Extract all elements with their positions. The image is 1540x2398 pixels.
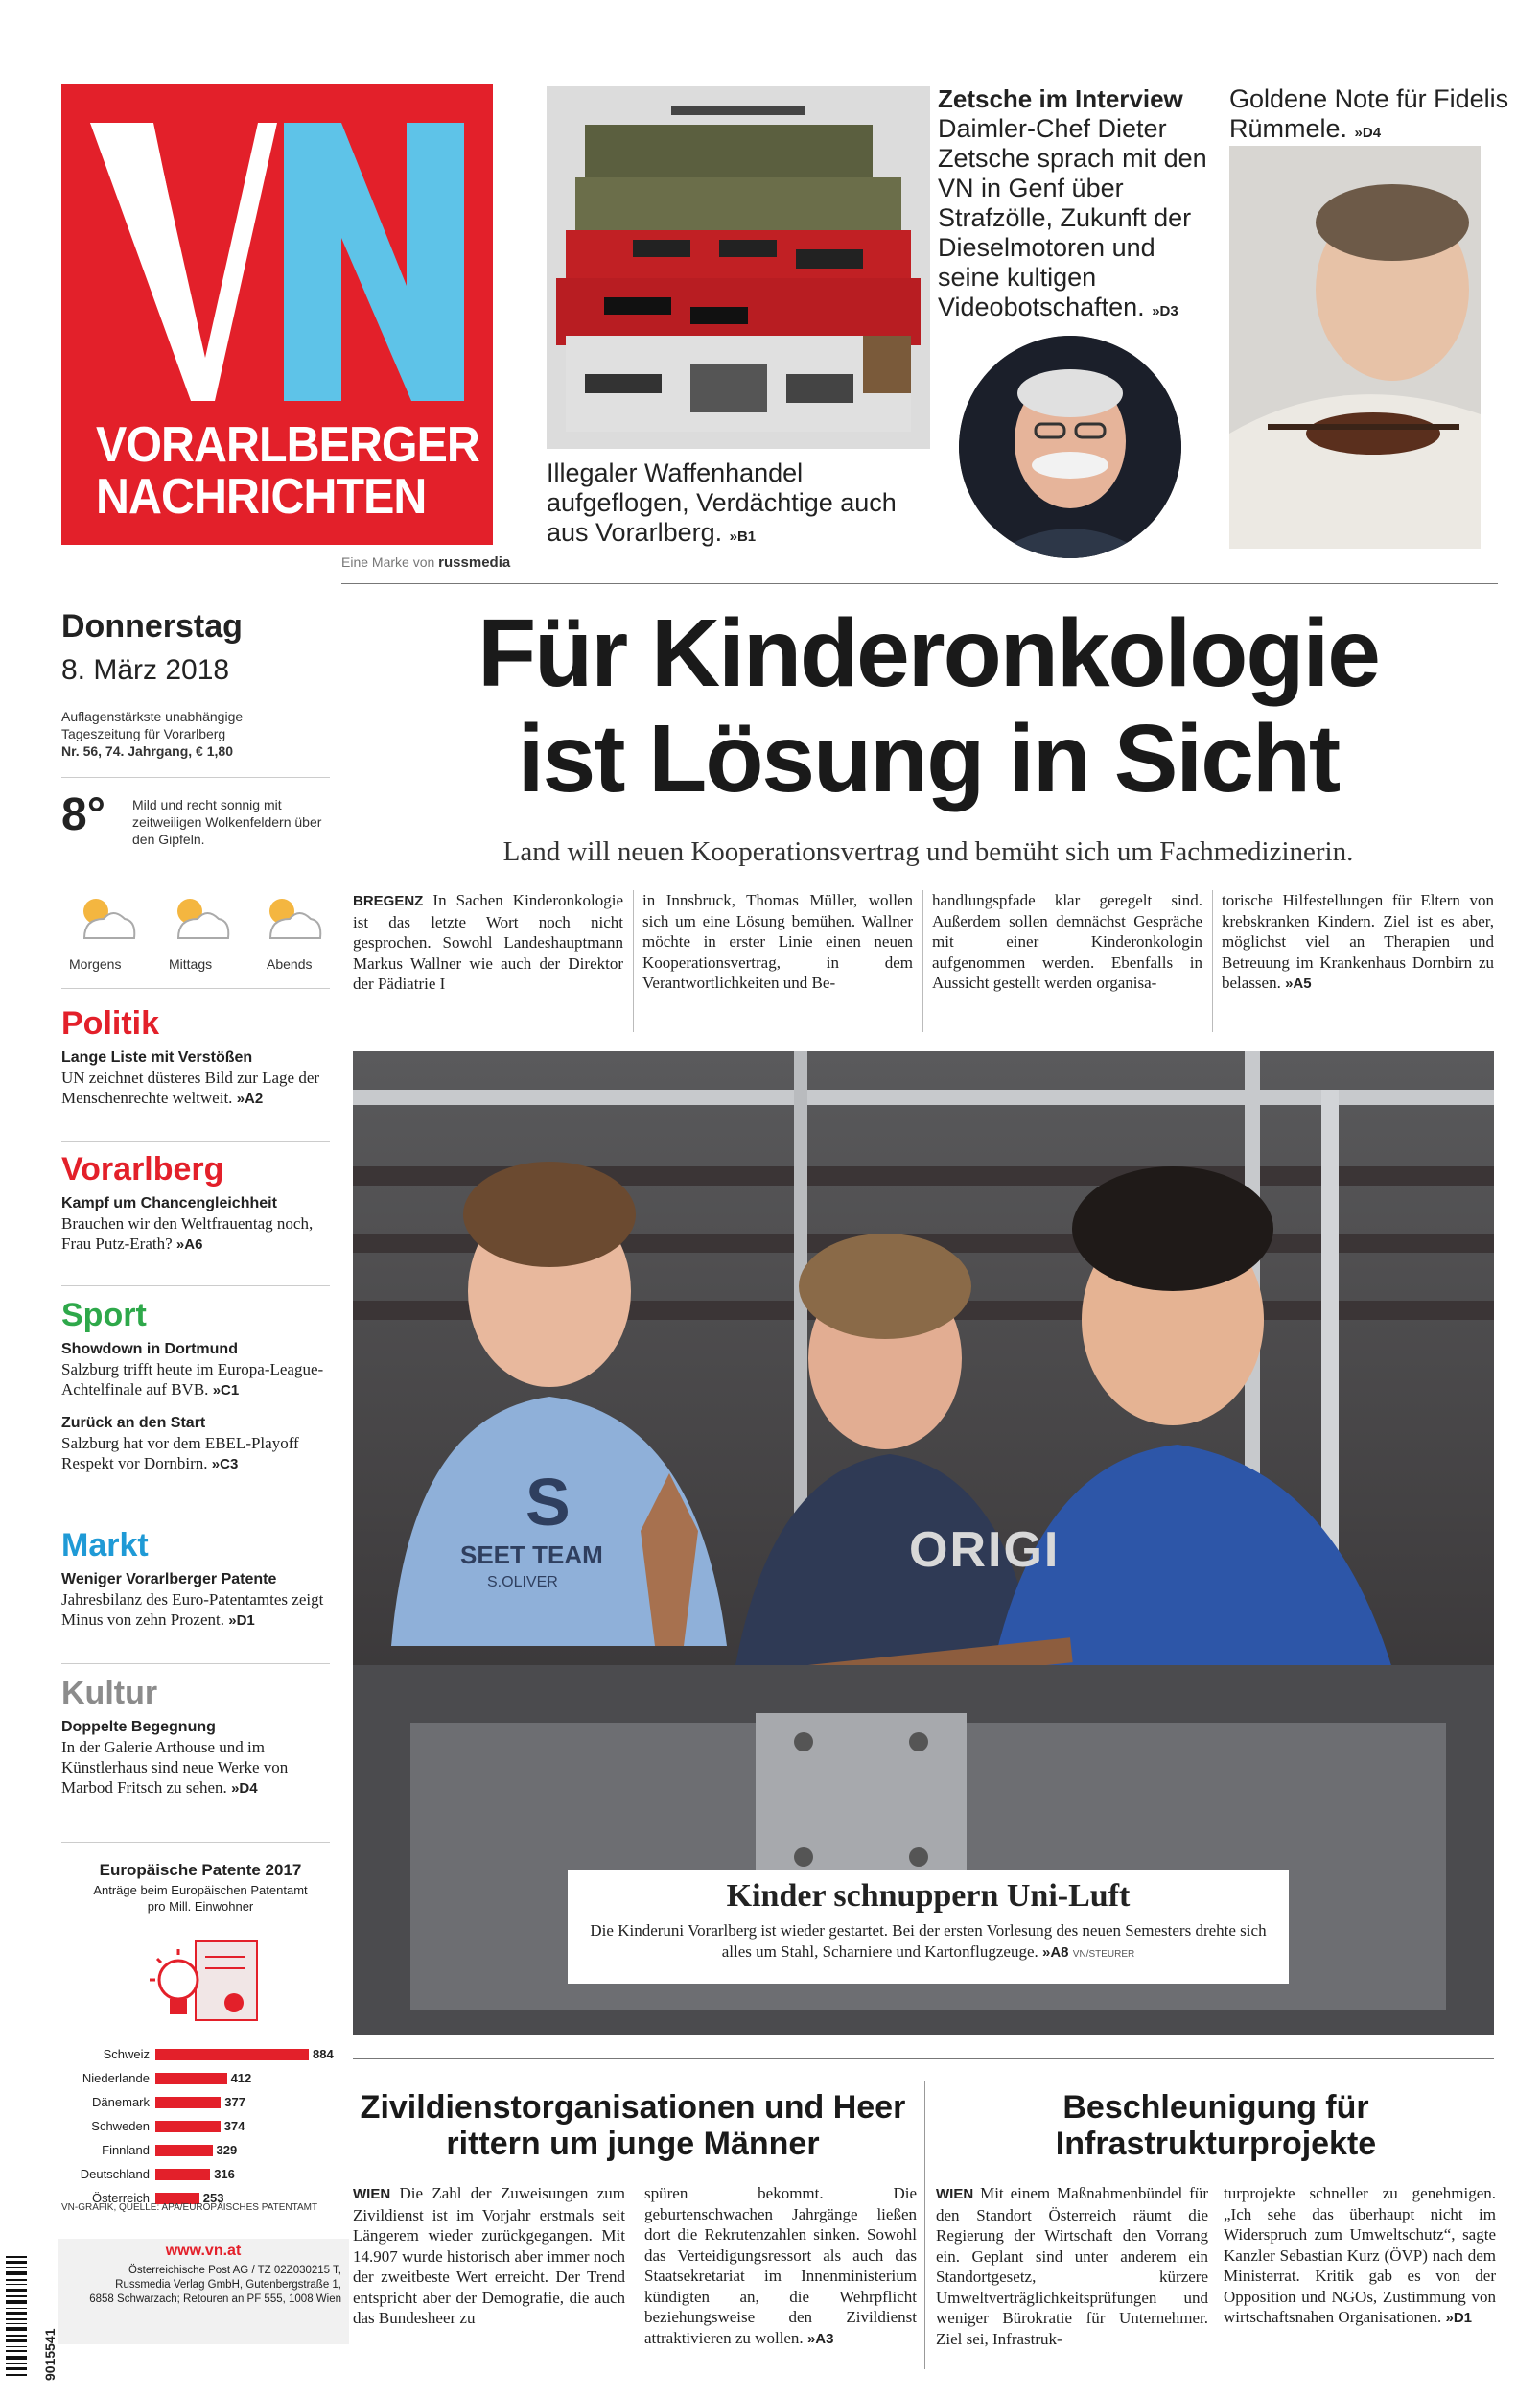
imprint-line: Österreichische Post AG / TZ 02Z030215 T, [128, 2265, 341, 2276]
section-rule [61, 1842, 330, 1843]
chart-source: VN-GRAFIK, QUELLE: APA/EUROPÄISCHES PATENTAMT [61, 2202, 318, 2213]
teaser-ruemmele-ref[interactable]: »D4 [1354, 125, 1382, 141]
edition-info-line3: Nr. 56, 74. Jahrgang, € 1,80 [61, 743, 233, 759]
chart-value-label: 329 [216, 2143, 238, 2157]
edition-info-line2: Tageszeitung für Vorarlberg [61, 726, 226, 741]
chart-value-label: 253 [202, 2191, 224, 2205]
chart-category-label: Finnland [102, 2143, 150, 2157]
chart-bar [155, 2169, 210, 2180]
chart-subtitle: Anträge beim Europäischen Patentamt pro Mill. Einwohner [93, 1883, 308, 1914]
chart-bar [155, 2097, 221, 2108]
zivildienst-col-2-text: spüren bekommt. Die geburtenschwachen Jahrgänge ließen dort die Rekrutenzahlen sinken. Sowohl das Verteidigungsressort als auch das Staatsekretariat im Innenministerium kündigten an, die Wehrpflicht beziehungsweise den Zivildienst attraktivieren zu wollen. [644, 2184, 917, 2347]
chart-category-label: Dänemark [92, 2095, 150, 2109]
photo-caption[interactable] [568, 1870, 1289, 1984]
teaser-zetsche-kicker: Zetsche im Interview [938, 84, 1183, 113]
chart-category-label: Schweiz [103, 2047, 150, 2061]
edition-info [61, 708, 330, 760]
section-item-ref[interactable]: »C3 [211, 1456, 239, 1472]
footer-box [58, 2239, 349, 2344]
col-rule [1212, 890, 1213, 1032]
section-item-text: In der Galerie Arthouse und im Künstlerhaus sind neue Werke von Marbod Fritsch zu sehen. [61, 1738, 289, 1797]
weather-period-evening: Abends [267, 956, 313, 972]
section-item-head[interactable]: Weniger Vorarlberger Patente [61, 1571, 277, 1587]
infrastruktur-col-1-text: Mit einem Maßnahmenbündel für den Standort Österreich räumt die Regierung der Wirtschaft den Vorrang ein. Geplant sind unter anderem ein Standortgesetz, kürzere Umweltverträglichkeitsprüfungen und weniger Bürokratie für Unternehmer. Ziel sei, Infrastruk- [936, 2184, 1209, 2348]
sun-cloud-icon [61, 882, 330, 950]
lead-col-4-text: torische Hilfestellungen für Eltern von krebskranken Kindern. Ziel ist es aber, möglichst viel an Therapien und Betreuung im Krankenhaus Dornbirn zu belassen. [1222, 891, 1494, 992]
section-title[interactable]: Vorarlberg [61, 1151, 224, 1187]
footer-url[interactable]: www.vn.at [165, 2243, 242, 2259]
shirt-print-s: S [525, 1465, 571, 1540]
lead-col-4 [1222, 890, 1494, 995]
footer-imprint [58, 2264, 349, 2307]
shirt-print-origi: ORIGI [909, 1522, 1061, 1578]
lead-headline-line2: ist Lösung in Sicht [517, 705, 1340, 812]
brand-line [341, 554, 510, 571]
weather-period-noon: Mittags [169, 956, 213, 972]
section-sport[interactable] [61, 1297, 336, 1474]
masthead-rule [341, 583, 1498, 584]
teaser-zetsche[interactable] [938, 84, 1216, 326]
section-item-ref[interactable]: »D1 [228, 1612, 255, 1629]
teaser-zetsche-text: Daimler-Chef Dieter Zetsche sprach mit den VN in Genf über Strafzölle, Zukunft der Dieselmotoren und seine kultigen Videobotschaften. [938, 114, 1207, 321]
logo-name-line1: VORARLBERGER [96, 417, 479, 473]
bottom-rule [353, 2058, 1494, 2059]
chart-category-label: Niederlande [82, 2071, 150, 2085]
lead-headline-line1: Für Kinderonkologie [478, 600, 1379, 707]
weather-rule [61, 988, 330, 989]
lead-col-3: handlungspfade klar geregelt sind. Außerdem sollen demnächst Gespräche mit einer Kinderonkologin aufgenommen werden. Ebenfalls in Aussicht gestellt werden organisa- [932, 891, 1202, 992]
shirt-print-team: SEET TEAM [460, 1540, 603, 1569]
weather-text: Mild und recht sonnig mit zeitweiligen Wolkenfeldern über den Gipfeln. [132, 797, 322, 847]
col-rule [633, 890, 634, 1032]
violinist-photo[interactable] [1229, 146, 1481, 549]
zivildienst-headline-line1: Zivildienstorganisationen und Heer [360, 2089, 906, 2126]
section-item-ref[interactable]: »D4 [231, 1780, 258, 1797]
vn-logo[interactable] [61, 84, 493, 545]
caption-title: Kinder schnuppern Uni-Luft [726, 1878, 1131, 1914]
teaser-ruemmele-text: Goldene Note für Fidelis Rümmele. [1229, 84, 1509, 143]
lead-col-1 [353, 890, 623, 995]
chart-bar [155, 2073, 227, 2084]
section-item-head[interactable]: Doppelte Begegnung [61, 1719, 216, 1735]
section-item-head[interactable]: Showdown in Dortmund [61, 1341, 238, 1357]
section-item-head[interactable]: Lange Liste mit Verstößen [61, 1049, 253, 1066]
weapons-photo[interactable] [547, 86, 930, 449]
chart-value-label: 412 [230, 2071, 252, 2085]
chart-category-label: Deutschland [80, 2167, 150, 2181]
caption-ref[interactable]: »A8 [1042, 1944, 1069, 1961]
chart-bar [155, 2145, 213, 2156]
section-item-text: Jahresbilanz des Euro-Patentamtes zeigt Minus von zehn Prozent. [61, 1590, 324, 1629]
section-politik[interactable] [61, 1005, 336, 1109]
lead-dateline: BREGENZ [353, 893, 424, 909]
caption-body: Die Kinderuni Vorarlberg ist wieder gestartet. Bei der ersten Vorlesung des neuen Semesters drehte sich alles um Stahl, Scharniere und Kartonflugzeuge. [590, 1921, 1267, 1961]
edition-day: Donnerstag [61, 608, 243, 645]
chart-value-label: 374 [223, 2119, 245, 2133]
section-rule [61, 1663, 330, 1664]
bottom-divider [924, 2081, 925, 2369]
infrastruktur-col-2 [1224, 2183, 1496, 2329]
zivildienst-col-1-text: Die Zahl der Zuweisungen zum Zivildienst ist im Vorjahr erstmals seit Längerem wieder zurückgegangen. Mit 14.907 wurde historisch aber immer noch der zweitbeste Wert erreicht. Der Trend entspricht aber der Demografie, die auch das Bundesheer zu [353, 2184, 625, 2327]
patent-bulb-icon [140, 1934, 265, 2039]
section-item-text: Brauchen wir den Weltfrauentag noch, Frau Putz-Erath? [61, 1214, 314, 1253]
infrastruktur-col-2-text: turprojekte schneller zu genehmigen. „Ich sehe das überhaupt nicht im Widerspruch zum Umweltschutz“, sagte Kanzler Sebastian Kurz (ÖVP) nach dem Ministerrat. Kritik gab es von der Opposition und NGOs, Zustimmung von wirtschaftsnahen Organisationen. [1224, 2184, 1496, 2326]
zetsche-portrait[interactable] [959, 336, 1181, 558]
section-item-text: Salzburg hat vor dem EBEL-Playoff Respekt vor Dornbirn. [61, 1434, 299, 1472]
lead-deck: Land will neuen Kooperationsvertrag und bemüht sich um Fachmedizinerin. [502, 836, 1354, 867]
imprint-line: 6858 Schwarzach; Retouren an PF 555, 1008 Wien [89, 2293, 341, 2305]
section-item-ref[interactable]: »A6 [175, 1236, 203, 1253]
lead-col-1-text: In Sachen Kinderonkologie ist das letzte Wort noch nicht gesprochen. Sowohl Landeshauptmann Markus Wallner wie auch der Direktor der Pädiatrie I [353, 891, 624, 993]
chart-value-label: 316 [214, 2167, 235, 2181]
chart-category-label: Schweden [91, 2119, 150, 2133]
section-rule [61, 1285, 330, 1286]
zivildienst-col-1 [353, 2183, 625, 2329]
section-vorarlberg[interactable] [61, 1151, 336, 1255]
section-item-head[interactable]: Zurück an den Start [61, 1415, 206, 1431]
teaser-ruemmele[interactable] [1229, 84, 1517, 148]
weather-forecast [61, 882, 330, 978]
infrastruktur-col-1 [936, 2183, 1208, 2349]
infrastruktur-headline-line2: Infrastrukturprojekte [1055, 2126, 1377, 2162]
lead-col-4-ref[interactable]: »A5 [1285, 976, 1312, 992]
chart-category-label: Österreich [92, 2191, 150, 2205]
edition-date: 8. März 2018 [61, 654, 230, 686]
chart-bars [61, 2049, 339, 2222]
edition-info-line1: Auflagenstärkste unabhängige [61, 709, 244, 724]
infrastruktur-dateline: WIEN [936, 2186, 974, 2202]
photo-credit: VN/STEURER [1072, 1949, 1135, 1960]
section-item-text: UN zeichnet düsteres Bild zur Lage der Menschenrechte weltweit. [61, 1069, 320, 1107]
zivildienst-headline-line2: rittern um junge Männer [446, 2126, 820, 2162]
chart-bar [155, 2049, 309, 2060]
zivildienst-dateline: WIEN [353, 2186, 391, 2202]
logo-name-line2: NACHRICHTEN [96, 469, 427, 525]
caption-text [583, 1920, 1273, 1965]
chart-bar [155, 2121, 221, 2132]
section-item-ref[interactable]: »C1 [212, 1382, 240, 1399]
section-title[interactable]: Kultur [61, 1675, 158, 1711]
imprint-line: Russmedia Verlag GmbH, Gutenbergstraße 1, [115, 2279, 341, 2291]
weather-temp: 8° [61, 789, 105, 840]
infrastruktur-headline[interactable] [936, 2089, 1496, 2162]
teaser-weapons-text: Illegaler Waffenhandel aufgeflogen, Verdächtige auch aus Vorarlberg. [547, 458, 897, 547]
brand-prefix: Eine Marke von [341, 554, 435, 570]
edition-rule [61, 777, 330, 778]
section-title[interactable]: Politik [61, 1005, 160, 1042]
teaser-weapons[interactable] [547, 458, 921, 552]
section-item-ref[interactable]: »A2 [236, 1091, 264, 1107]
weather-period-morning: Morgens [69, 956, 122, 972]
infrastruktur-ref[interactable]: »D1 [1445, 2310, 1473, 2326]
section-rule [61, 1141, 330, 1142]
shirt-print-brand: S.OLIVER [487, 1574, 558, 1590]
section-title[interactable]: Markt [61, 1527, 149, 1563]
zivildienst-ref[interactable]: »A3 [806, 2330, 834, 2347]
chart-value-label: 377 [224, 2095, 245, 2109]
barcode-number: 9015541 [42, 2328, 58, 2381]
teaser-weapons-ref[interactable]: »B1 [729, 529, 757, 545]
chart-value-label: 884 [313, 2047, 334, 2061]
chart-title: Europäische Patente 2017 [99, 1861, 302, 1879]
section-kultur[interactable] [61, 1675, 336, 1798]
infrastruktur-headline-line1: Beschleunigung für [1062, 2089, 1369, 2126]
lead-headline[interactable] [353, 600, 1504, 811]
zivildienst-headline[interactable] [353, 2089, 913, 2162]
zivildienst-col-2 [644, 2183, 917, 2349]
section-item-head[interactable]: Kampf um Chancengleichheit [61, 1195, 277, 1211]
col-rule [922, 890, 923, 1032]
section-markt[interactable] [61, 1527, 336, 1631]
patent-chart [61, 1861, 339, 2225]
brand-name[interactable]: russmedia [438, 554, 511, 571]
teaser-zetsche-ref[interactable]: »D3 [1152, 303, 1178, 319]
lead-col-2: in Innsbruck, Thomas Müller, wollen sich um eine Lösung bemühen. Wallner möchte in erster Linie einen neuen Kooperationsvertrag, in dem Verantwortlichkeiten und Be- [642, 891, 913, 992]
barcode [6, 2252, 58, 2381]
section-item-text: Salzburg trifft heute im Europa-League-Achtelfinale auf BVB. [61, 1360, 324, 1399]
section-title[interactable]: Sport [61, 1297, 147, 1333]
